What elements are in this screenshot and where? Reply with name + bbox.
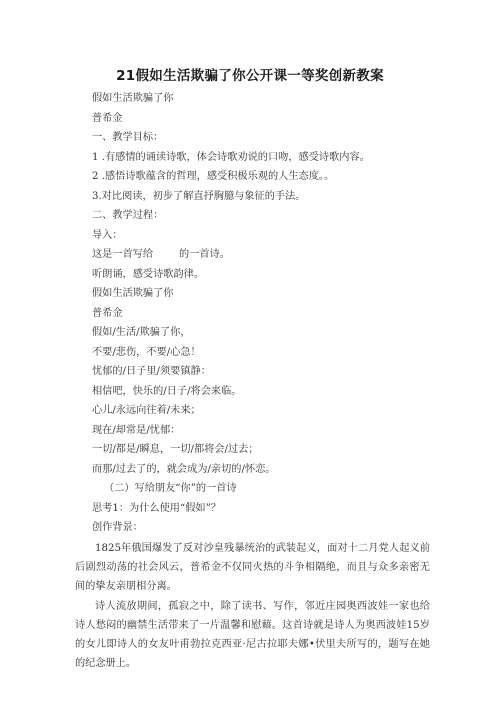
intro-text: 这是一首写给 的一首诗。 bbox=[92, 249, 230, 260]
section-heading-objectives: 一、教学目标： bbox=[92, 132, 164, 143]
poem-line-1: 假如/生活/欺骗了你， bbox=[92, 327, 191, 338]
objective-item-1: 1 .有感情的诵读诗歌，体会诗歌劝说的口吻，感受诗歌内容。 bbox=[92, 152, 370, 163]
think-question-1: 思考1：为什么使用“假如”？ bbox=[92, 503, 221, 514]
objective-item-2: 2 .感悟诗歌蕴含的哲理，感受积极乐观的人生态度。。 bbox=[92, 171, 335, 182]
poem-line-8: 而那/过去了的，就会成为/亲切的/怀恋。 bbox=[92, 464, 276, 475]
section-heading-process: 二、教学过程： bbox=[92, 210, 164, 221]
poem-line-6: 现在/却常是/忧郁： bbox=[92, 425, 181, 436]
intro-label: 导入： bbox=[92, 230, 123, 241]
poem-title-repeat: 假如生活欺骗了你 bbox=[92, 288, 174, 299]
background-label: 创作背景： bbox=[92, 522, 143, 533]
poem-author: 普希金 bbox=[92, 113, 123, 124]
objective-item-3: 3.对比阅读，初步了解直抒胸臆与象征的手法。 bbox=[92, 191, 306, 202]
document-title: 21假如生活欺骗了你公开课一等奖创新教案 bbox=[116, 68, 384, 84]
poem-author-repeat: 普希金 bbox=[92, 308, 123, 319]
poem-line-3: 忧郁的/日子里/须要镇静： bbox=[92, 366, 211, 377]
poem-line-2: 不要/悲伤，不要/心急！ bbox=[92, 347, 201, 358]
background-paragraph-1: 1825年俄国爆发了反对沙皇残暴统治的武装起义，面对十二月党人起义前后剧烈动荡的社会风云，普希金不仅同火热的斗争相隔绝，而且与众多亲密无间的挚友亲朋相分离。 bbox=[75, 543, 430, 592]
listen-instruction: 听朗诵，感受诗歌韵律。 bbox=[92, 269, 205, 280]
poem-line-7: 一切/都是/瞬息，一切/都将会/过去； bbox=[92, 444, 259, 455]
poem-line-4: 相信吧，快乐的/日子/将会来临。 bbox=[92, 386, 242, 397]
poem-line-5: 心儿/永远向往着/未来； bbox=[92, 405, 201, 416]
poem-title: 假如生活欺骗了你 bbox=[92, 93, 174, 104]
subsection-heading: （二）写给朋友“你”的一首诗 bbox=[104, 483, 237, 494]
background-paragraph-2: 诗人流放期间，孤寂之中，除了读书、写作，邻近庄园奥西波娃一家也给诗人愁闷的幽禁生活带来了一片温馨和慰藉。这首诗就是诗人为奥西波娃15岁的女儿即诗人的女友叶甫勃拉克西亚·尼古拉耶夫娜•伏里夫所写的，题写在她的纪念册上。 bbox=[75, 601, 430, 669]
